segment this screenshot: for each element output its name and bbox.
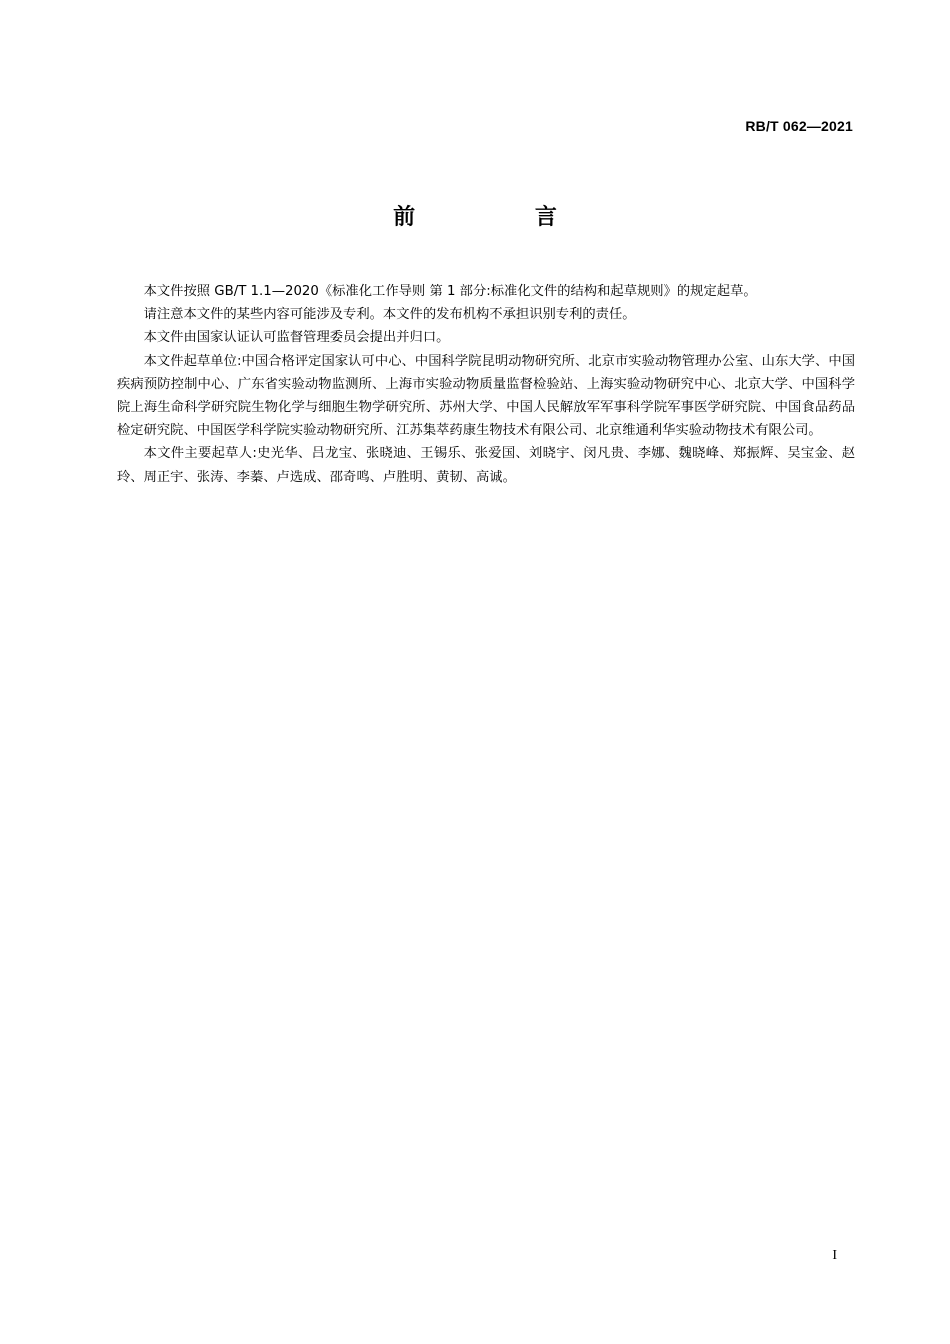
paragraph-drafting-units: 本文件起草单位:中国合格评定国家认可中心、中国科学院昆明动物研究所、北京市实验动物管理办公室、山东大学、中国疾病预防控制中心、广东省实验动物监测所、上海市实验动物质量监督检验站、上海实验动物研究中心、北京大学、中国科学院上海生命科学研究院生物化学与细胞生物学研究所、苏州大学、中国人民解放军军事科学院军事医学研究院、中国食品药品检定研究院、中国医学科学院实验动物研究所、江苏集萃药康生物技术有限公司、北京维通利华实验动物技术有限公司。 (117, 353, 855, 439)
paragraph-patent-notice: 请注意本文件的某些内容可能涉及专利。本文件的发布机构不承担识别专利的责任。 (143, 307, 636, 323)
foreword-body (117, 280, 855, 489)
paragraph-proposing-body: 本文件由国家认证认可监督管理委员会提出并归口。 (143, 330, 450, 346)
document-code: RB/T 062—2021 (745, 118, 853, 134)
paragraph-drafting-rules: 本文件按照 GB/T 1.1—2020《标准化工作导则 第 1 部分:标准化文件的结构和起草规则》的规定起草。 (143, 284, 757, 299)
page-number: I (832, 1248, 837, 1263)
paragraph-drafters: 本文件主要起草人:史光华、吕龙宝、张晓迪、王锡乐、张爱国、刘晓宇、闵凡贵、李娜、魏晓峰、郑振辉、吴宝金、赵玲、周正宇、张涛、李蓁、卢选成、邵奇鸣、卢胜明、黄韧、高诚。 (117, 446, 855, 485)
section-title: 前 言 (393, 205, 613, 230)
